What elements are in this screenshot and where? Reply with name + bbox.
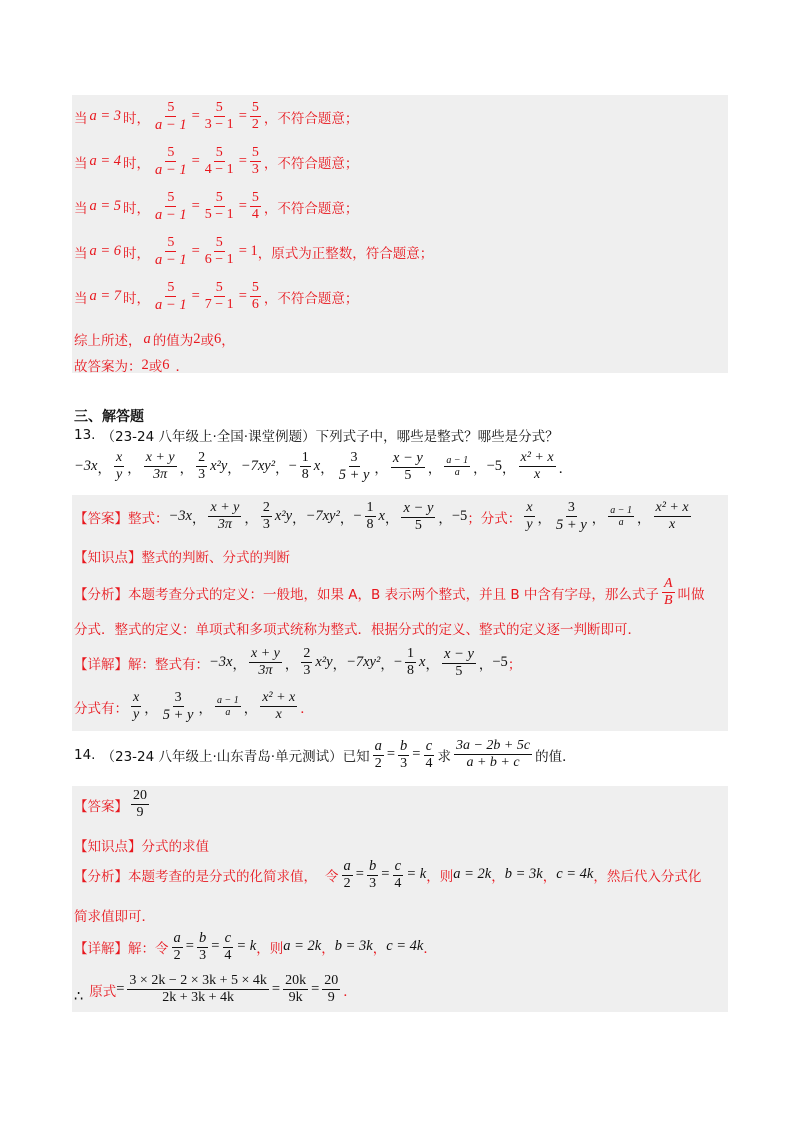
analysis-text: ，则 [426,868,454,885]
minus-sign: − [288,458,297,475]
case-mid: 时， [123,200,151,217]
fraction: $\frac{b}{3}$ [400,738,408,771]
answer-label: 整式： [128,510,169,527]
case-conclusion: ，原式为正整数，符合题意； [257,245,434,262]
case-line-a4 [74,145,358,179]
analysis-text: 本题考查的是分式的化简求值， [128,868,317,885]
analysis-text: ，然后代入分式化 [593,868,702,885]
expression: −3x [74,458,98,475]
case-conclusion: ，不符合题意； [263,155,359,172]
question-text: 已知 [342,748,370,765]
analysis-text: 叫做 [677,586,705,603]
case-line-a5 [74,190,358,224]
case-condition: a = 7 [89,288,122,305]
q13-analysis-line1 [74,576,705,609]
knowledge-text: 整式的判断、分式的判断 [141,550,290,566]
detail-text: 分式有： [74,700,128,717]
q13-analysis-line2: 分式．整式的定义：单项式和多项式统称为整式．根据分式的定义、整式的定义逐一判断即可． [74,622,641,638]
fraction: $\frac{5}{5 - 1}$ [204,190,234,223]
q14-analysis-line2: 简求值即可． [74,909,155,925]
final-answer-line [74,355,189,375]
punct: ． [558,460,573,477]
equals: = [238,108,247,125]
fraction: $\frac{5}{a - 1}$ [155,145,187,179]
fraction: $\frac{5}{a - 1}$ [155,190,187,224]
fraction: $\frac{5}{3 - 1}$ [204,100,234,133]
separator: ， [320,460,334,477]
q14-detail-line1: 【详解】 解：令 $\frac{a}{2}$ = $\frac{b}{3}$ = $\frac{c}{4}$ = k ，则 a = 2k ， b = 3k ， c = 4k ． [74,930,437,963]
summary-prefix: 综上所述， [74,333,142,349]
detail-tag: 【详解】 [74,940,128,957]
punct: ． [423,940,437,957]
fraction: $\frac{\text{x² + x}}{x}$ [520,450,554,483]
analysis-tag: 【分析】 [74,868,128,885]
fraction: $\frac{5}{a - 1}$ [155,100,187,134]
case-line-a3 [74,100,358,134]
case-line-a6 [74,235,433,269]
punct: ． [343,983,357,1000]
fraction: $\frac{5}{6 - 1}$ [204,235,234,268]
variable: a [143,330,151,347]
case-condition: a = 3 [89,108,122,125]
separator: ， [374,460,388,477]
ratio-equation: $\frac{a}{2}$ = $\frac{b}{3}$ = $\frac{c}{4}$ = k [173,930,257,963]
question-text: 求 [437,748,451,765]
detail-text: 解：令 [128,940,169,957]
expression: a = 2k [453,866,492,883]
case-conclusion: ，不符合题意； [263,200,359,217]
fraction: $\frac{5}{6}$ [251,280,259,313]
question-source: （23-24 八年级上·山东青岛·单元测试） [101,748,343,765]
detail-fractions: $\frac{x}{y}$ ， $\frac{3}{5 + y}$ ， $\frac{a - 1}{a}$ ， $\frac{\text{x² + x}}{x}$ [133,690,296,724]
case-mid: 时， [123,245,151,262]
punct: ， [221,333,235,349]
expression: x [313,458,321,475]
fraction: $\frac{1}{8}$ [301,450,309,483]
question-number: 14. [74,746,96,763]
separator: ， [97,460,111,477]
ratio-equation: $\frac{a}{2}$ = $\frac{b}{3}$ = $\frac{c}{4}$ = k [343,858,427,891]
case-prefix: 当 [74,200,88,217]
detail-text: 解：整式有： [128,656,209,673]
q13-stem [74,425,559,445]
q13-detail-line1 [74,646,521,680]
answer-tag: 【答案】 [74,510,128,527]
expression: a = 2k [283,938,322,955]
fraction: $\frac{2}{3}$ [198,450,206,483]
equals: = [191,243,200,260]
answer-label: ；分式： [467,510,522,527]
case-condition: a = 5 [89,198,122,215]
case-prefix: 当 [74,155,88,172]
or-word: 或 [148,359,163,375]
fraction: $\frac{5}{4 - 1}$ [204,145,234,178]
expression: c = 4k [386,938,424,955]
separator: ， [227,460,241,477]
therefore-symbol: ∴ [74,989,84,1006]
value: 2 [141,356,149,373]
summary-mid: 的值为 [152,333,194,349]
section-title: 三、解答题 [74,409,144,425]
q14-detail-line2 [74,973,357,1006]
fraction: $\frac{5}{a - 1}$ [155,280,187,314]
analysis-text: 令 [325,868,339,885]
fraction: $\frac{a - 1}{a}$ [446,454,469,479]
expression: x²y [210,458,228,475]
knowledge-text: 分式的求值 [141,839,209,855]
answer-polynomials: −3x ， $\frac{x + y}{3\pi}$ ， $\frac{2}{3}$ x²y ， −7xy² ， − $\frac{1}{8}$ x ， $\frac{x - y}{5}$ ， −5 [168,500,468,533]
separator: ， [275,460,289,477]
fraction: $\frac{3}{5 + y}$ [338,450,370,484]
case-conclusion: ，不符合题意； [263,110,359,127]
fraction: $\frac{3a - 2b + 5c}{a + b + c}$ [455,738,531,771]
detail-text: ，则 [256,940,284,957]
or-word: 或 [200,333,214,349]
question-number: 13. [74,427,96,443]
case-prefix: 当 [74,245,88,262]
equals: = [191,153,200,170]
fraction: $\frac{5}{4}$ [251,190,259,223]
detail-polynomials: −3x ， $\frac{x + y}{3\pi}$ ， $\frac{2}{3}$ x²y ， −7xy² ， − $\frac{1}{8}$ x ， $\frac{x - y}{5}$ ， −5 [209,646,508,679]
case-mid: 时， [123,155,151,172]
equals: = [238,153,247,170]
separator: ， [427,460,442,477]
expression: −7xy² [240,458,276,475]
answer-tag: 【答案】 [74,798,128,815]
punct: ； [507,656,522,673]
analysis-text: 本题考查分式的定义：一般地，如果 A，B 表示两个整式，并且 B 中含有字母，那么式子 [128,586,659,603]
equals: = [238,198,247,215]
expression: b = 3k [504,866,543,883]
value: 6 [214,330,222,347]
fraction: $\frac{5}{2}$ [251,100,259,133]
fraction: $\frac{c}{4}$ [425,738,433,771]
equals: = [191,198,200,215]
question-text: 的值． [535,748,576,765]
equals: = [238,288,247,305]
fraction: $\frac{a}{2}$ [374,738,382,771]
separator: ， [473,460,487,477]
expression: c = 4k [556,866,594,883]
calculation: = $\frac{3 \times 2k - 2 \times 3k + 5 \times 4k}{2k + 3k + 4k}$ = $\frac{20k}{9k}$ = $\frac{20}{9}$ [116,973,339,1006]
case-prefix: 当 [74,110,88,127]
answer-fraction: $\frac{20}{9}$ [133,788,147,821]
detail-text: 原式 [89,983,117,1000]
expression: −5 [486,458,503,475]
q13-knowledge [74,546,290,566]
final-answer-label: 故答案为： [74,359,142,375]
knowledge-tag: 【知识点】 [74,550,142,566]
case-line-a7 [74,280,358,314]
case-mid: 时， [123,110,151,127]
fraction: $\frac{A}{B}$ [663,576,673,609]
case-condition: a = 4 [89,153,122,170]
fraction: $\frac{5}{7 - 1}$ [204,280,234,313]
question-source: （23-24 八年级上·全国·课堂例题） [101,429,316,445]
separator: ， [179,460,194,477]
result-value: = 1 [238,243,258,260]
punct: ． [175,359,189,375]
fraction: $\frac{5}{a - 1}$ [155,235,187,269]
detail-tag: 【详解】 [74,656,128,673]
punct: ． [300,700,314,717]
summary-line [74,329,235,349]
fraction: $\frac{x}{y}$ [115,450,123,483]
fraction: $\frac{x - y}{5}$ [392,450,423,483]
q14-analysis-line1: 【分析】 本题考查的是分式的化简求值， 令 $\frac{a}{2}$ = $\frac{b}{3}$ = $\frac{c}{4}$ = k ，则 a = 2k ， b = 3k ， c = 4k ，然后代入分式化 [74,858,702,891]
question-text: 下列式子中，哪些是整式？哪些是分式？ [315,429,559,445]
fraction: $\frac{5}{3}$ [251,145,259,178]
knowledge-tag: 【知识点】 [74,839,142,855]
fraction: $\frac{x + y}{3\pi}$ [145,450,175,483]
expression: b = 3k [334,938,373,955]
case-conclusion: ，不符合题意； [263,290,359,307]
case-condition: a = 6 [89,243,122,260]
separator: ， [127,460,141,477]
equals: = [191,288,200,305]
q13-answer [74,500,694,534]
value: 2 [193,330,201,347]
equals: = [191,108,200,125]
case-prefix: 当 [74,290,88,307]
answer-fractions: $\frac{x}{y}$ ， $\frac{3}{5 + y}$ ， $\frac{a - 1}{a}$ ， $\frac{\text{x² + x}}{x}$ [526,500,689,534]
analysis-tag: 【分析】 [74,586,128,603]
q14-answer [74,788,152,821]
value: 6 [162,356,170,373]
q14-knowledge [74,835,209,855]
separator: ， [502,460,516,477]
case-mid: 时， [123,290,151,307]
q13-detail-line2 [74,690,314,724]
q14-stem: 14. （23-24 八年级上·山东青岛·单元测试） 已知 $\frac{a}{2}$ = $\frac{b}{3}$ = $\frac{c}{4}$ 求 $\frac{3a - 2b + 5c}{a + b + c}$ 的值． [74,738,576,771]
q13-expression-list [74,450,572,484]
